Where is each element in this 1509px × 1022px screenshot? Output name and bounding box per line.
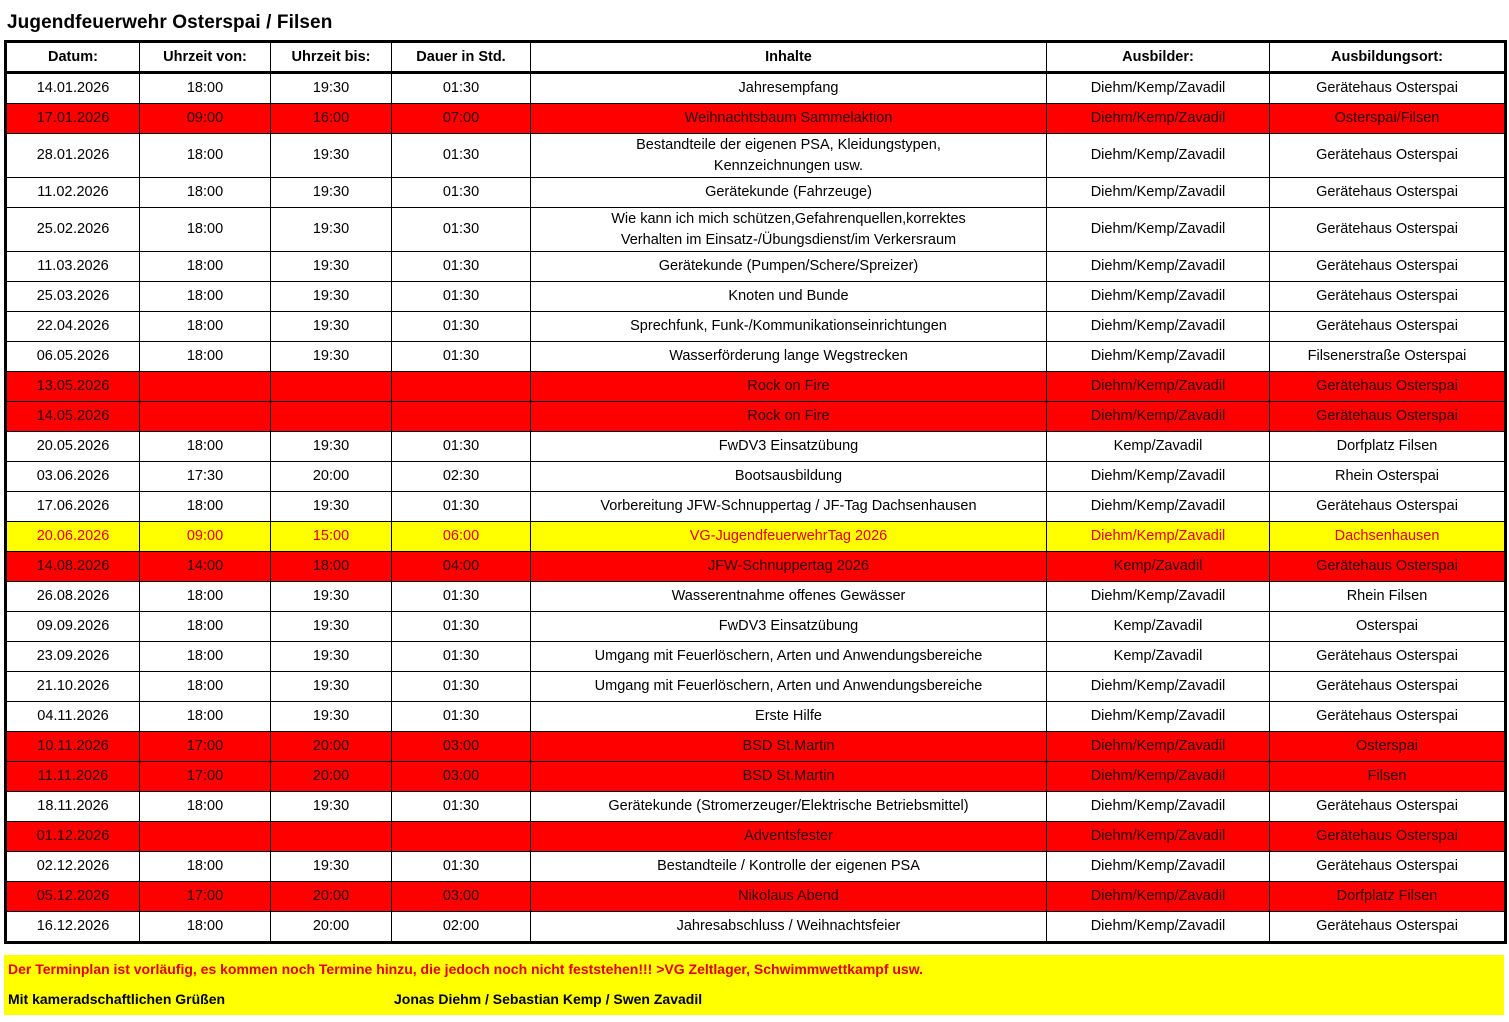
cell-datum: 17.06.2026 bbox=[6, 492, 140, 522]
cell-dauer: 01:30 bbox=[392, 702, 531, 732]
cell-uhrzeit-von: 18:00 bbox=[140, 672, 271, 702]
cell-inhalte: Bestandteile der eigenen PSA, Kleidungstypen, Kennzeichnungen usw. bbox=[531, 134, 1047, 178]
cell-ausbildungsort: Dachsenhausen bbox=[1270, 522, 1506, 552]
cell-dauer: 01:30 bbox=[392, 432, 531, 462]
cell-uhrzeit-von: 18:00 bbox=[140, 492, 271, 522]
table-row bbox=[6, 522, 1506, 552]
header-datum: Datum: bbox=[6, 42, 140, 73]
cell-ausbilder: Diehm/Kemp/Zavadil bbox=[1047, 342, 1270, 372]
cell-uhrzeit-von: 18:00 bbox=[140, 134, 271, 178]
cell-dauer bbox=[392, 402, 531, 432]
cell-uhrzeit-bis: 20:00 bbox=[271, 762, 392, 792]
cell-uhrzeit-von: 09:00 bbox=[140, 522, 271, 552]
cell-uhrzeit-von bbox=[140, 372, 271, 402]
cell-uhrzeit-von: 18:00 bbox=[140, 702, 271, 732]
cell-ausbilder: Kemp/Zavadil bbox=[1047, 432, 1270, 462]
table-row bbox=[6, 432, 1506, 462]
cell-ausbildungsort: Gerätehaus Osterspai bbox=[1270, 134, 1506, 178]
cell-dauer: 01:30 bbox=[392, 492, 531, 522]
cell-ausbilder: Diehm/Kemp/Zavadil bbox=[1047, 462, 1270, 492]
cell-uhrzeit-von: 18:00 bbox=[140, 342, 271, 372]
table-row bbox=[6, 492, 1506, 522]
cell-ausbildungsort: Filsen bbox=[1270, 762, 1506, 792]
cell-uhrzeit-bis: 19:30 bbox=[271, 792, 392, 822]
table-row bbox=[6, 762, 1506, 792]
cell-ausbildungsort: Gerätehaus Osterspai bbox=[1270, 912, 1506, 943]
cell-datum: 20.06.2026 bbox=[6, 522, 140, 552]
cell-datum: 11.11.2026 bbox=[6, 762, 140, 792]
table-row bbox=[6, 612, 1506, 642]
cell-dauer: 01:30 bbox=[392, 672, 531, 702]
cell-inhalte: Jahresabschluss / Weihnachtsfeier bbox=[531, 912, 1047, 943]
footer-greeting: Mit kameradschaftlichen Grüßen bbox=[8, 991, 226, 1007]
cell-inhalte: Umgang mit Feuerlöschern, Arten und Anwendungsbereiche bbox=[531, 672, 1047, 702]
cell-uhrzeit-von: 18:00 bbox=[140, 282, 271, 312]
cell-ausbilder: Diehm/Kemp/Zavadil bbox=[1047, 792, 1270, 822]
header-ausbildungsort: Ausbildungsort: bbox=[1270, 42, 1506, 73]
cell-dauer: 01:30 bbox=[392, 252, 531, 282]
footer-note: Der Terminplan ist vorläufig, es kommen noch Termine hinzu, die jedoch noch nicht feststehen!!! >VG Zeltlager, Schwimmwettkampf usw. bbox=[8, 961, 923, 977]
cell-ausbildungsort: Gerätehaus Osterspai bbox=[1270, 208, 1506, 252]
cell-datum: 14.08.2026 bbox=[6, 552, 140, 582]
cell-dauer: 03:00 bbox=[392, 762, 531, 792]
cell-dauer: 07:00 bbox=[392, 104, 531, 134]
cell-dauer: 01:30 bbox=[392, 642, 531, 672]
cell-inhalte: FwDV3 Einsatzübung bbox=[531, 612, 1047, 642]
cell-uhrzeit-bis: 19:30 bbox=[271, 702, 392, 732]
cell-uhrzeit-von: 17:30 bbox=[140, 462, 271, 492]
page-title: Jugendfeuerwehr Osterspai / Filsen bbox=[7, 12, 333, 33]
cell-uhrzeit-bis: 20:00 bbox=[271, 882, 392, 912]
cell-uhrzeit-bis: 19:30 bbox=[271, 252, 392, 282]
cell-uhrzeit-von: 18:00 bbox=[140, 252, 271, 282]
cell-dauer: 02:30 bbox=[392, 462, 531, 492]
cell-inhalte: Wie kann ich mich schützen,Gefahrenquellen,korrektes Verhalten im Einsatz-/Übungsdienst/im Verkersraum bbox=[531, 208, 1047, 252]
cell-uhrzeit-bis: 19:30 bbox=[271, 642, 392, 672]
cell-uhrzeit-von: 18:00 bbox=[140, 312, 271, 342]
table-row bbox=[6, 372, 1506, 402]
cell-ausbilder: Diehm/Kemp/Zavadil bbox=[1047, 73, 1270, 104]
cell-inhalte: Umgang mit Feuerlöschern, Arten und Anwendungsbereiche bbox=[531, 642, 1047, 672]
table-row bbox=[6, 208, 1506, 252]
cell-uhrzeit-bis bbox=[271, 402, 392, 432]
cell-ausbildungsort: Gerätehaus Osterspai bbox=[1270, 73, 1506, 104]
cell-ausbildungsort: Gerätehaus Osterspai bbox=[1270, 178, 1506, 208]
cell-datum: 09.09.2026 bbox=[6, 612, 140, 642]
cell-uhrzeit-von: 18:00 bbox=[140, 73, 271, 104]
table-row bbox=[6, 178, 1506, 208]
cell-uhrzeit-bis: 19:30 bbox=[271, 612, 392, 642]
cell-uhrzeit-von: 18:00 bbox=[140, 178, 271, 208]
cell-datum: 02.12.2026 bbox=[6, 852, 140, 882]
cell-uhrzeit-bis: 18:00 bbox=[271, 552, 392, 582]
table-row bbox=[6, 912, 1506, 943]
cell-uhrzeit-von: 09:00 bbox=[140, 104, 271, 134]
table-row bbox=[6, 732, 1506, 762]
cell-ausbildungsort: Filsenerstraße Osterspai bbox=[1270, 342, 1506, 372]
cell-uhrzeit-von bbox=[140, 402, 271, 432]
cell-uhrzeit-von bbox=[140, 822, 271, 852]
table-row bbox=[6, 73, 1506, 104]
cell-datum: 26.08.2026 bbox=[6, 582, 140, 612]
table-row bbox=[6, 104, 1506, 134]
cell-datum: 10.11.2026 bbox=[6, 732, 140, 762]
cell-ausbildungsort: Gerätehaus Osterspai bbox=[1270, 822, 1506, 852]
cell-dauer: 02:00 bbox=[392, 912, 531, 943]
cell-inhalte: Gerätekunde (Stromerzeuger/Elektrische Betriebsmittel) bbox=[531, 792, 1047, 822]
cell-inhalte: Wasserentnahme offenes Gewässer bbox=[531, 582, 1047, 612]
cell-ausbilder: Diehm/Kemp/Zavadil bbox=[1047, 852, 1270, 882]
cell-ausbilder: Diehm/Kemp/Zavadil bbox=[1047, 208, 1270, 252]
cell-inhalte: Nikolaus Abend bbox=[531, 882, 1047, 912]
cell-uhrzeit-von: 14:00 bbox=[140, 552, 271, 582]
header-uhrzeit-bis: Uhrzeit bis: bbox=[271, 42, 392, 73]
cell-uhrzeit-bis: 19:30 bbox=[271, 342, 392, 372]
cell-ausbilder: Diehm/Kemp/Zavadil bbox=[1047, 178, 1270, 208]
cell-ausbilder: Diehm/Kemp/Zavadil bbox=[1047, 492, 1270, 522]
cell-ausbildungsort: Gerätehaus Osterspai bbox=[1270, 672, 1506, 702]
cell-datum: 01.12.2026 bbox=[6, 822, 140, 852]
cell-dauer: 03:00 bbox=[392, 882, 531, 912]
table-row bbox=[6, 282, 1506, 312]
cell-datum: 13.05.2026 bbox=[6, 372, 140, 402]
header-inhalte: Inhalte bbox=[531, 42, 1047, 73]
cell-ausbildungsort: Gerätehaus Osterspai bbox=[1270, 312, 1506, 342]
cell-inhalte: Weihnachtsbaum Sammelaktion bbox=[531, 104, 1047, 134]
cell-uhrzeit-von: 17:00 bbox=[140, 882, 271, 912]
cell-dauer: 06:00 bbox=[392, 522, 531, 552]
cell-ausbilder: Diehm/Kemp/Zavadil bbox=[1047, 702, 1270, 732]
cell-ausbildungsort: Osterspai/Filsen bbox=[1270, 104, 1506, 134]
cell-ausbilder: Diehm/Kemp/Zavadil bbox=[1047, 372, 1270, 402]
cell-uhrzeit-von: 18:00 bbox=[140, 852, 271, 882]
cell-ausbilder: Diehm/Kemp/Zavadil bbox=[1047, 522, 1270, 552]
cell-ausbildungsort: Dorfplatz Filsen bbox=[1270, 432, 1506, 462]
table-row bbox=[6, 822, 1506, 852]
cell-datum: 16.12.2026 bbox=[6, 912, 140, 943]
cell-ausbilder: Diehm/Kemp/Zavadil bbox=[1047, 672, 1270, 702]
cell-datum: 20.05.2026 bbox=[6, 432, 140, 462]
cell-inhalte: BSD St.Martin bbox=[531, 762, 1047, 792]
cell-uhrzeit-von: 18:00 bbox=[140, 912, 271, 943]
cell-ausbildungsort: Dorfplatz Filsen bbox=[1270, 882, 1506, 912]
cell-uhrzeit-von: 18:00 bbox=[140, 582, 271, 612]
header-row bbox=[6, 42, 1506, 73]
table-row bbox=[6, 552, 1506, 582]
cell-ausbildungsort: Gerätehaus Osterspai bbox=[1270, 282, 1506, 312]
cell-dauer: 01:30 bbox=[392, 582, 531, 612]
cell-uhrzeit-bis: 19:30 bbox=[271, 582, 392, 612]
cell-datum: 25.03.2026 bbox=[6, 282, 140, 312]
table-row bbox=[6, 342, 1506, 372]
cell-datum: 14.05.2026 bbox=[6, 402, 140, 432]
cell-dauer: 01:30 bbox=[392, 312, 531, 342]
cell-datum: 05.12.2026 bbox=[6, 882, 140, 912]
cell-ausbilder: Diehm/Kemp/Zavadil bbox=[1047, 822, 1270, 852]
cell-uhrzeit-bis: 19:30 bbox=[271, 208, 392, 252]
cell-ausbildungsort: Gerätehaus Osterspai bbox=[1270, 552, 1506, 582]
cell-datum: 11.02.2026 bbox=[6, 178, 140, 208]
cell-uhrzeit-von: 18:00 bbox=[140, 792, 271, 822]
table-row bbox=[6, 702, 1506, 732]
cell-uhrzeit-bis: 19:30 bbox=[271, 492, 392, 522]
cell-uhrzeit-bis: 19:30 bbox=[271, 178, 392, 208]
cell-inhalte: BSD St.Martin bbox=[531, 732, 1047, 762]
cell-datum: 22.04.2026 bbox=[6, 312, 140, 342]
table-row bbox=[6, 252, 1506, 282]
cell-ausbilder: Diehm/Kemp/Zavadil bbox=[1047, 134, 1270, 178]
cell-inhalte: Gerätekunde (Pumpen/Schere/Spreizer) bbox=[531, 252, 1047, 282]
cell-uhrzeit-von: 18:00 bbox=[140, 612, 271, 642]
table-row bbox=[6, 582, 1506, 612]
cell-dauer: 01:30 bbox=[392, 73, 531, 104]
cell-datum: 25.02.2026 bbox=[6, 208, 140, 252]
cell-ausbildungsort: Gerätehaus Osterspai bbox=[1270, 852, 1506, 882]
cell-uhrzeit-von: 18:00 bbox=[140, 432, 271, 462]
cell-dauer: 01:30 bbox=[392, 282, 531, 312]
cell-datum: 18.11.2026 bbox=[6, 792, 140, 822]
cell-ausbildungsort: Gerätehaus Osterspai bbox=[1270, 252, 1506, 282]
cell-inhalte: Adventsfester bbox=[531, 822, 1047, 852]
cell-uhrzeit-bis: 19:30 bbox=[271, 134, 392, 178]
table-row bbox=[6, 882, 1506, 912]
cell-uhrzeit-bis: 19:30 bbox=[271, 672, 392, 702]
cell-datum: 03.06.2026 bbox=[6, 462, 140, 492]
table-row bbox=[6, 792, 1506, 822]
cell-ausbilder: Diehm/Kemp/Zavadil bbox=[1047, 582, 1270, 612]
cell-ausbilder: Diehm/Kemp/Zavadil bbox=[1047, 882, 1270, 912]
table-row bbox=[6, 852, 1506, 882]
cell-ausbildungsort: Gerätehaus Osterspai bbox=[1270, 702, 1506, 732]
cell-uhrzeit-bis: 19:30 bbox=[271, 852, 392, 882]
cell-uhrzeit-bis: 19:30 bbox=[271, 73, 392, 104]
cell-uhrzeit-bis: 16:00 bbox=[271, 104, 392, 134]
cell-datum: 17.01.2026 bbox=[6, 104, 140, 134]
cell-ausbilder: Diehm/Kemp/Zavadil bbox=[1047, 402, 1270, 432]
cell-inhalte: VG-JugendfeuerwehrTag 2026 bbox=[531, 522, 1047, 552]
cell-ausbilder: Kemp/Zavadil bbox=[1047, 642, 1270, 672]
cell-inhalte: Sprechfunk, Funk-/Kommunikationseinrichtungen bbox=[531, 312, 1047, 342]
cell-ausbilder: Diehm/Kemp/Zavadil bbox=[1047, 252, 1270, 282]
schedule-body bbox=[6, 73, 1506, 943]
cell-ausbildungsort: Rhein Filsen bbox=[1270, 582, 1506, 612]
table-row bbox=[6, 402, 1506, 432]
cell-inhalte: Gerätekunde (Fahrzeuge) bbox=[531, 178, 1047, 208]
cell-ausbildungsort: Gerätehaus Osterspai bbox=[1270, 492, 1506, 522]
cell-dauer: 01:30 bbox=[392, 208, 531, 252]
cell-uhrzeit-von: 17:00 bbox=[140, 732, 271, 762]
cell-dauer bbox=[392, 372, 531, 402]
cell-ausbilder: Kemp/Zavadil bbox=[1047, 612, 1270, 642]
table-row bbox=[6, 462, 1506, 492]
cell-inhalte: Wasserförderung lange Wegstrecken bbox=[531, 342, 1047, 372]
cell-uhrzeit-bis: 20:00 bbox=[271, 732, 392, 762]
cell-dauer: 01:30 bbox=[392, 178, 531, 208]
header-dauer: Dauer in Std. bbox=[392, 42, 531, 73]
table-row bbox=[6, 642, 1506, 672]
footer-note-box bbox=[4, 955, 1504, 1015]
cell-ausbilder: Kemp/Zavadil bbox=[1047, 552, 1270, 582]
cell-uhrzeit-bis: 19:30 bbox=[271, 282, 392, 312]
cell-ausbildungsort: Gerätehaus Osterspai bbox=[1270, 792, 1506, 822]
cell-dauer: 01:30 bbox=[392, 342, 531, 372]
cell-ausbilder: Diehm/Kemp/Zavadil bbox=[1047, 732, 1270, 762]
cell-uhrzeit-bis bbox=[271, 372, 392, 402]
cell-ausbildungsort: Osterspai bbox=[1270, 612, 1506, 642]
cell-datum: 04.11.2026 bbox=[6, 702, 140, 732]
table-row bbox=[6, 134, 1506, 178]
cell-inhalte: Vorbereitung JFW-Schnuppertag / JF-Tag Dachsenhausen bbox=[531, 492, 1047, 522]
cell-datum: 06.05.2026 bbox=[6, 342, 140, 372]
schedule-table bbox=[4, 40, 1507, 944]
cell-ausbildungsort: Gerätehaus Osterspai bbox=[1270, 402, 1506, 432]
cell-datum: 14.01.2026 bbox=[6, 73, 140, 104]
cell-ausbilder: Diehm/Kemp/Zavadil bbox=[1047, 282, 1270, 312]
header-ausbilder: Ausbilder: bbox=[1047, 42, 1270, 73]
cell-dauer: 01:30 bbox=[392, 612, 531, 642]
table-row bbox=[6, 672, 1506, 702]
cell-uhrzeit-bis: 20:00 bbox=[271, 462, 392, 492]
cell-uhrzeit-bis bbox=[271, 822, 392, 852]
cell-uhrzeit-bis: 15:00 bbox=[271, 522, 392, 552]
cell-ausbilder: Diehm/Kemp/Zavadil bbox=[1047, 312, 1270, 342]
cell-datum: 28.01.2026 bbox=[6, 134, 140, 178]
cell-dauer: 01:30 bbox=[392, 134, 531, 178]
cell-uhrzeit-bis: 19:30 bbox=[271, 312, 392, 342]
cell-uhrzeit-bis: 20:00 bbox=[271, 912, 392, 943]
cell-inhalte: Bestandteile / Kontrolle der eigenen PSA bbox=[531, 852, 1047, 882]
footer-names: Jonas Diehm / Sebastian Kemp / Swen Zavadil bbox=[394, 991, 703, 1007]
cell-inhalte: Rock on Fire bbox=[531, 402, 1047, 432]
cell-dauer: 01:30 bbox=[392, 792, 531, 822]
cell-dauer bbox=[392, 822, 531, 852]
table-row bbox=[6, 312, 1506, 342]
cell-uhrzeit-bis: 19:30 bbox=[271, 432, 392, 462]
cell-inhalte: Bootsausbildung bbox=[531, 462, 1047, 492]
cell-datum: 21.10.2026 bbox=[6, 672, 140, 702]
cell-ausbildungsort: Gerätehaus Osterspai bbox=[1270, 642, 1506, 672]
cell-ausbildungsort: Rhein Osterspai bbox=[1270, 462, 1506, 492]
cell-dauer: 01:30 bbox=[392, 852, 531, 882]
cell-datum: 11.03.2026 bbox=[6, 252, 140, 282]
cell-inhalte: Knoten und Bunde bbox=[531, 282, 1047, 312]
cell-inhalte: Jahresempfang bbox=[531, 73, 1047, 104]
cell-inhalte: Rock on Fire bbox=[531, 372, 1047, 402]
header-uhrzeit-von: Uhrzeit von: bbox=[140, 42, 271, 73]
cell-uhrzeit-von: 18:00 bbox=[140, 642, 271, 672]
cell-ausbilder: Diehm/Kemp/Zavadil bbox=[1047, 104, 1270, 134]
cell-ausbildungsort: Gerätehaus Osterspai bbox=[1270, 372, 1506, 402]
cell-ausbilder: Diehm/Kemp/Zavadil bbox=[1047, 912, 1270, 943]
cell-ausbilder: Diehm/Kemp/Zavadil bbox=[1047, 762, 1270, 792]
cell-inhalte: JFW-Schnuppertag 2026 bbox=[531, 552, 1047, 582]
cell-datum: 23.09.2026 bbox=[6, 642, 140, 672]
cell-ausbildungsort: Osterspai bbox=[1270, 732, 1506, 762]
cell-inhalte: Erste Hilfe bbox=[531, 702, 1047, 732]
cell-dauer: 04:00 bbox=[392, 552, 531, 582]
cell-dauer: 03:00 bbox=[392, 732, 531, 762]
cell-uhrzeit-von: 17:00 bbox=[140, 762, 271, 792]
cell-uhrzeit-von: 18:00 bbox=[140, 208, 271, 252]
cell-inhalte: FwDV3 Einsatzübung bbox=[531, 432, 1047, 462]
